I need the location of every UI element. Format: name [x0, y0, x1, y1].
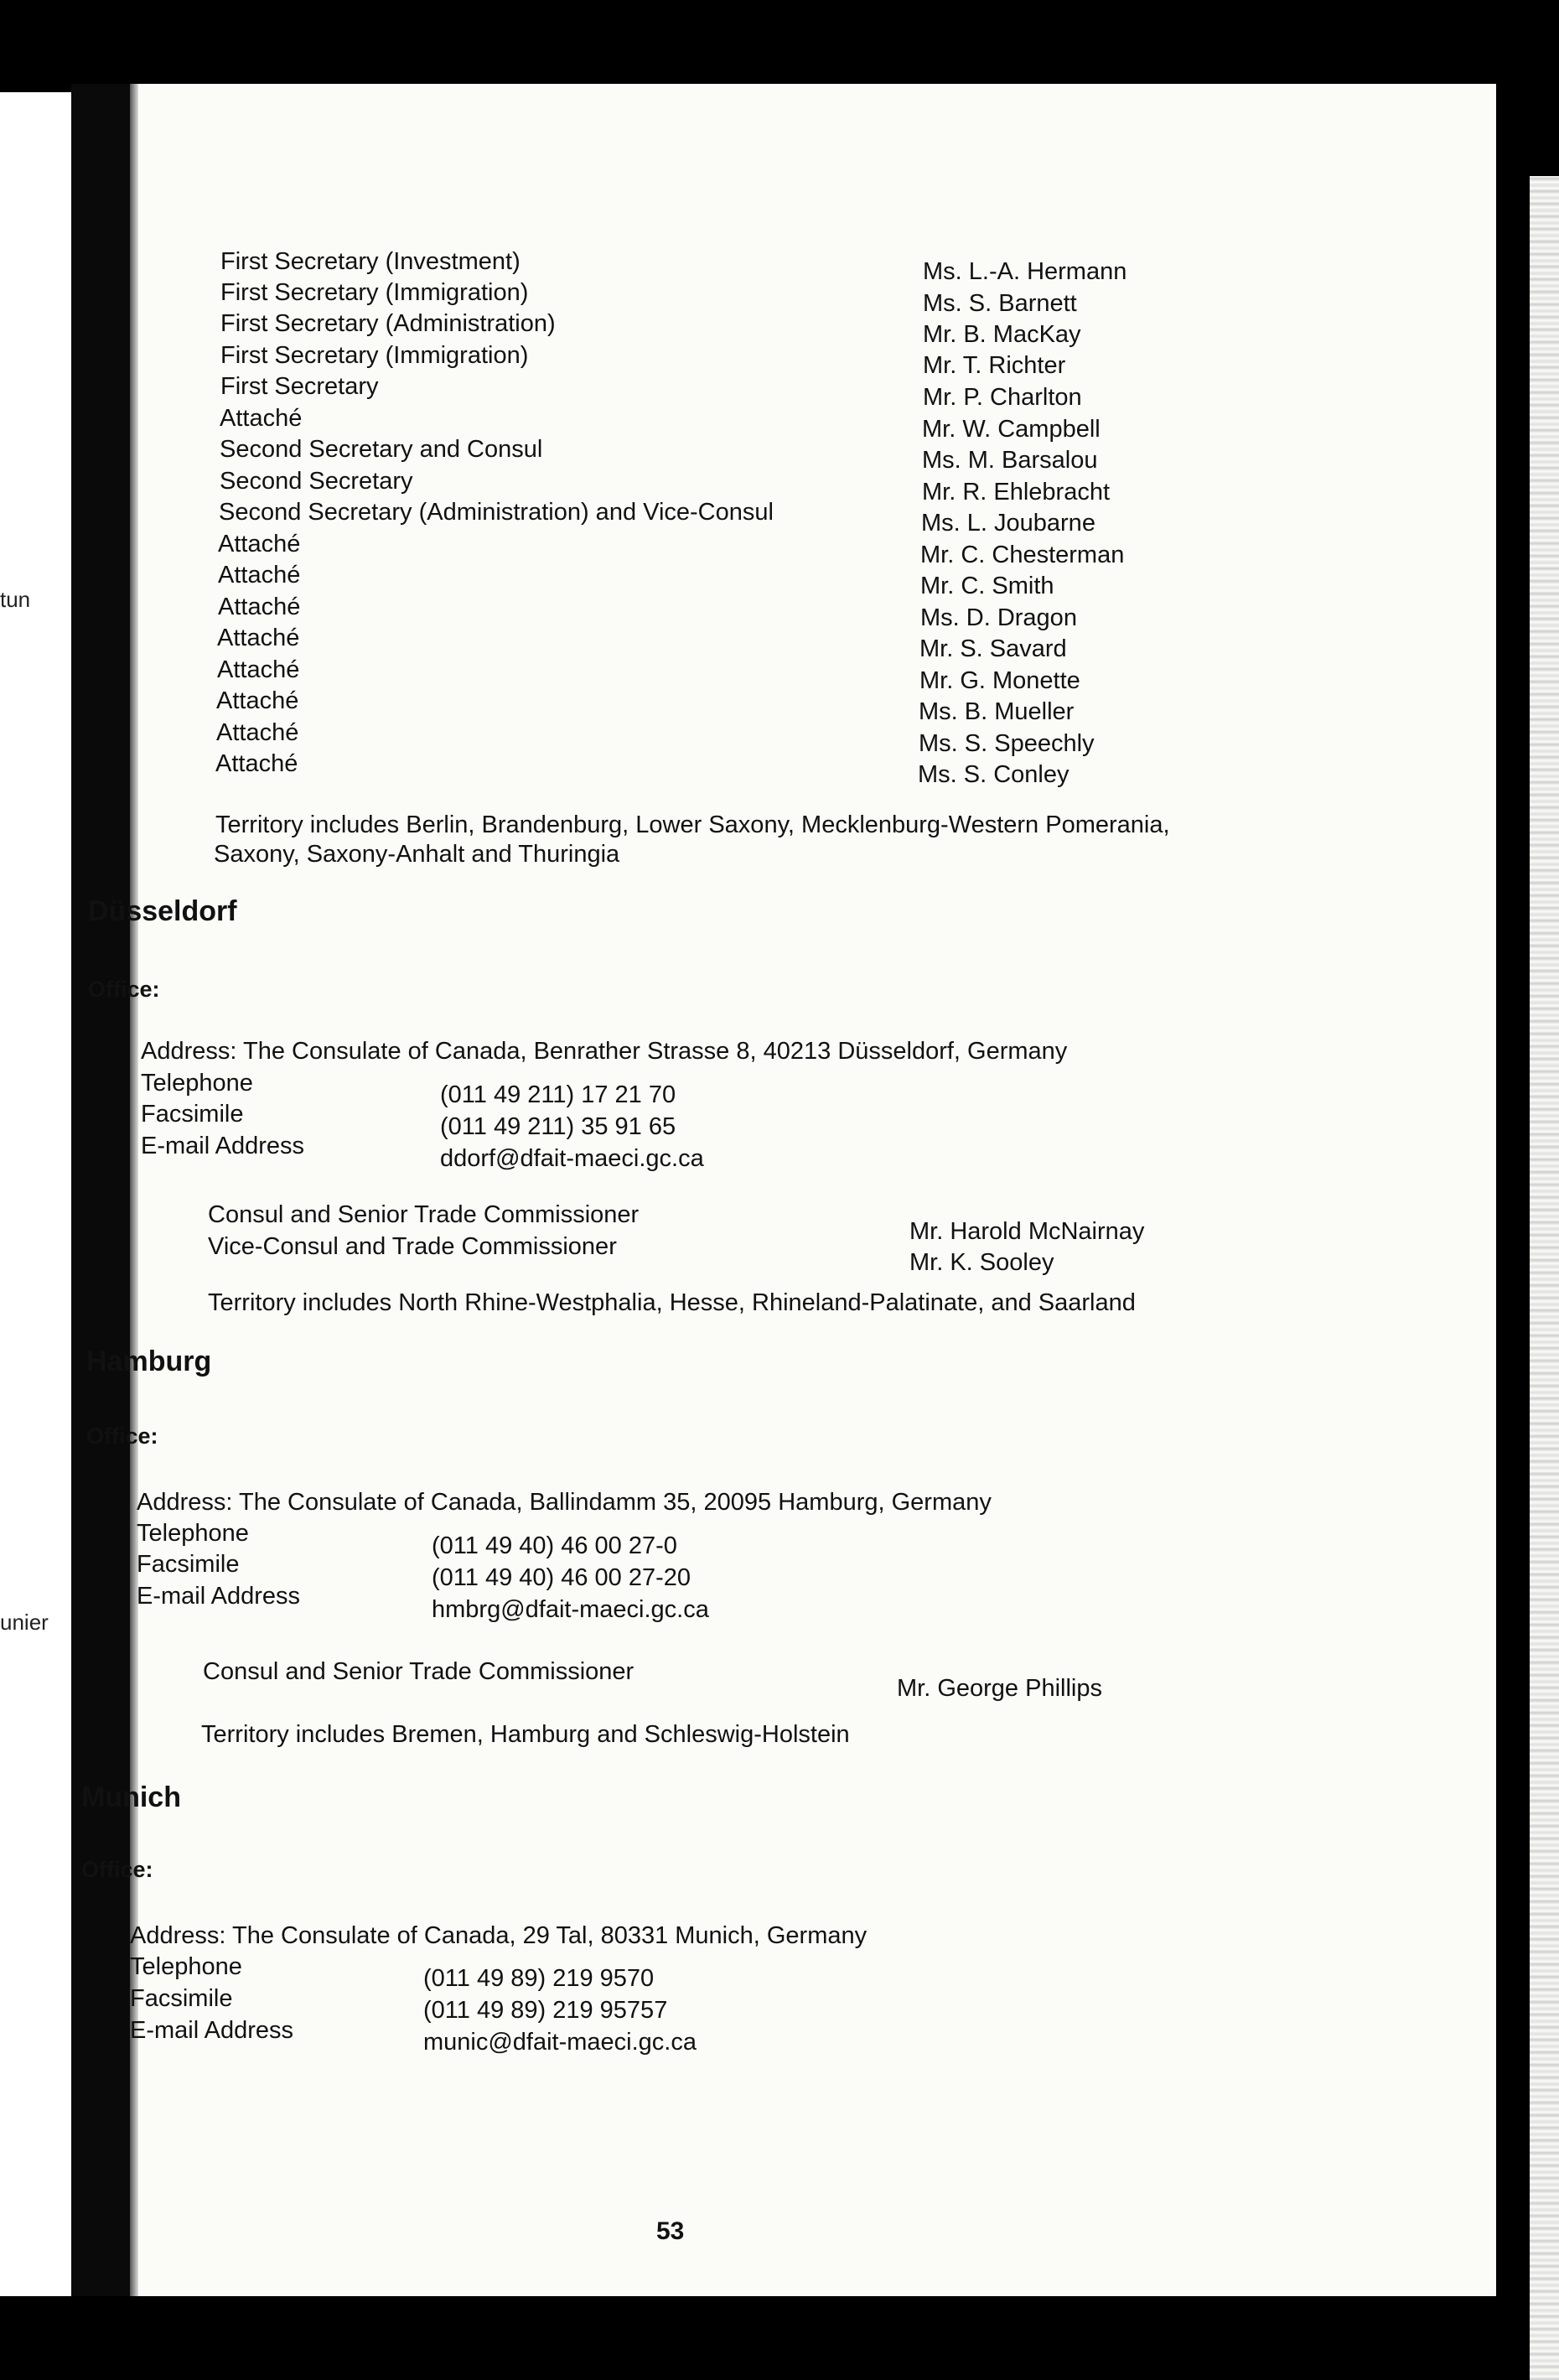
staff-title: Attaché	[216, 719, 299, 746]
staff-title: Attaché	[218, 531, 301, 557]
adjacent-page-strip	[0, 92, 71, 2296]
email-label: E-mail Address	[130, 2017, 294, 2044]
facsimile-label: Facsimile	[130, 1985, 233, 2012]
staff-name: Ms. S. Conley	[918, 761, 1070, 788]
telephone-label: Telephone	[141, 1070, 253, 1097]
staff-title: First Secretary (Immigration)	[220, 342, 529, 369]
office-label: Office:	[88, 977, 160, 1002]
staff-title: Second Secretary and Consul	[220, 436, 543, 463]
facsimile-value: (011 49 211) 35 91 65	[440, 1113, 676, 1140]
staff-name: Ms. D. Dragon	[920, 604, 1077, 631]
staff-name: Mr. B. MacKay	[923, 321, 1081, 348]
page-number: 53	[656, 2217, 685, 2245]
staff-name: Mr. R. Ehlebracht	[922, 479, 1111, 506]
email-value: hmbrg@dfait-maeci.gc.ca	[432, 1596, 709, 1623]
staff-title: Consul and Senior Trade Commissioner	[203, 1658, 634, 1685]
section-heading-hamburg: Hamburg	[86, 1346, 212, 1377]
telephone-value: (011 49 211) 17 21 70	[440, 1081, 676, 1108]
staff-title: Attaché	[218, 594, 301, 620]
facsimile-value: (011 49 89) 219 95757	[423, 1997, 668, 2024]
staff-title: First Secretary (Immigration)	[220, 279, 529, 306]
staff-title: Attaché	[218, 562, 301, 589]
telephone-label: Telephone	[137, 1520, 249, 1547]
email-label: E-mail Address	[141, 1133, 305, 1159]
address-line: Address: The Consulate of Canada, Ballindamm 35, 20095 Hamburg, Germany	[137, 1489, 992, 1516]
staff-title: First Secretary (Investment)	[220, 248, 521, 275]
office-label: Office:	[81, 1857, 153, 1882]
email-value: munic@dfait-maeci.gc.ca	[423, 2029, 697, 2056]
staff-name: Mr. P. Charlton	[923, 384, 1082, 411]
address-line: Address: The Consulate of Canada, 29 Tal, 80331 Munich, Germany	[130, 1922, 868, 1949]
facsimile-label: Facsimile	[141, 1101, 244, 1128]
staff-name: Mr. C. Smith	[920, 573, 1054, 599]
staff-title: Attaché	[215, 750, 298, 777]
facsimile-value: (011 49 40) 46 00 27-20	[432, 1564, 691, 1591]
staff-title: Attaché	[220, 405, 303, 432]
staff-name: Mr. G. Monette	[919, 667, 1080, 694]
staff-title: First Secretary (Administration)	[220, 310, 556, 337]
document-page	[71, 84, 1496, 2296]
office-label: Office:	[86, 1423, 158, 1449]
staff-title: First Secretary	[220, 373, 379, 400]
staff-name: Ms. M. Barsalou	[922, 447, 1098, 474]
dusseldorf-territory: Territory includes North Rhine-Westphalia, Hesse, Rhineland-Palatinate, and Saarland	[208, 1289, 1136, 1316]
telephone-value: (011 49 40) 46 00 27-0	[432, 1532, 677, 1559]
staff-title: Attaché	[217, 656, 300, 683]
address-line: Address: The Consulate of Canada, Benrather Strasse 8, 40213 Düsseldorf, Germany	[141, 1038, 1068, 1065]
staff-title: Attaché	[216, 687, 299, 714]
staff-title: Attaché	[217, 625, 300, 651]
staff-title: Consul and Senior Trade Commissioner	[208, 1201, 640, 1228]
page-edge-noise	[1530, 176, 1559, 2380]
binding-shadow	[71, 84, 130, 2296]
email-label: E-mail Address	[137, 1583, 301, 1610]
staff-name: Mr. Harold McNairnay	[909, 1218, 1145, 1245]
scan-top-border	[0, 0, 1559, 92]
section-heading-munich: Munich	[81, 1781, 181, 1813]
staff-name: Mr. S. Savard	[919, 635, 1067, 662]
staff-name: Mr. T. Richter	[923, 352, 1066, 379]
staff-name: Ms. L.-A. Hermann	[923, 258, 1127, 285]
staff-name: Mr. K. Sooley	[909, 1249, 1054, 1276]
staff-name: Ms. L. Joubarne	[921, 510, 1095, 537]
section-heading-dusseldorf: Düsseldorf	[88, 895, 237, 927]
telephone-value: (011 49 89) 219 9570	[423, 1965, 655, 1992]
berlin-territory: Saxony, Saxony-Anhalt and Thuringia	[214, 841, 620, 868]
staff-name: Mr. C. Chesterman	[920, 542, 1125, 568]
email-value: ddorf@dfait-maeci.gc.ca	[440, 1145, 704, 1172]
telephone-label: Telephone	[130, 1953, 242, 1980]
staff-name: Ms. S. Speechly	[919, 730, 1095, 757]
staff-name: Mr. W. Campbell	[922, 416, 1101, 443]
staff-name: Ms. S. Barnett	[923, 290, 1077, 317]
staff-title: Second Secretary	[220, 468, 413, 495]
staff-title: Vice-Consul and Trade Commissioner	[208, 1233, 617, 1260]
margin-word: tun	[0, 587, 31, 612]
staff-name: Mr. George Phillips	[897, 1675, 1102, 1702]
margin-word: unier	[0, 1610, 49, 1635]
hamburg-territory: Territory includes Bremen, Hamburg and Schleswig-Holstein	[201, 1721, 850, 1748]
staff-name: Ms. B. Mueller	[919, 698, 1075, 725]
berlin-territory: Territory includes Berlin, Brandenburg, Lower Saxony, Mecklenburg-Western Pomerania,	[215, 811, 1170, 838]
facsimile-label: Facsimile	[137, 1551, 240, 1578]
staff-title: Second Secretary (Administration) and Vice-Consul	[219, 499, 774, 526]
